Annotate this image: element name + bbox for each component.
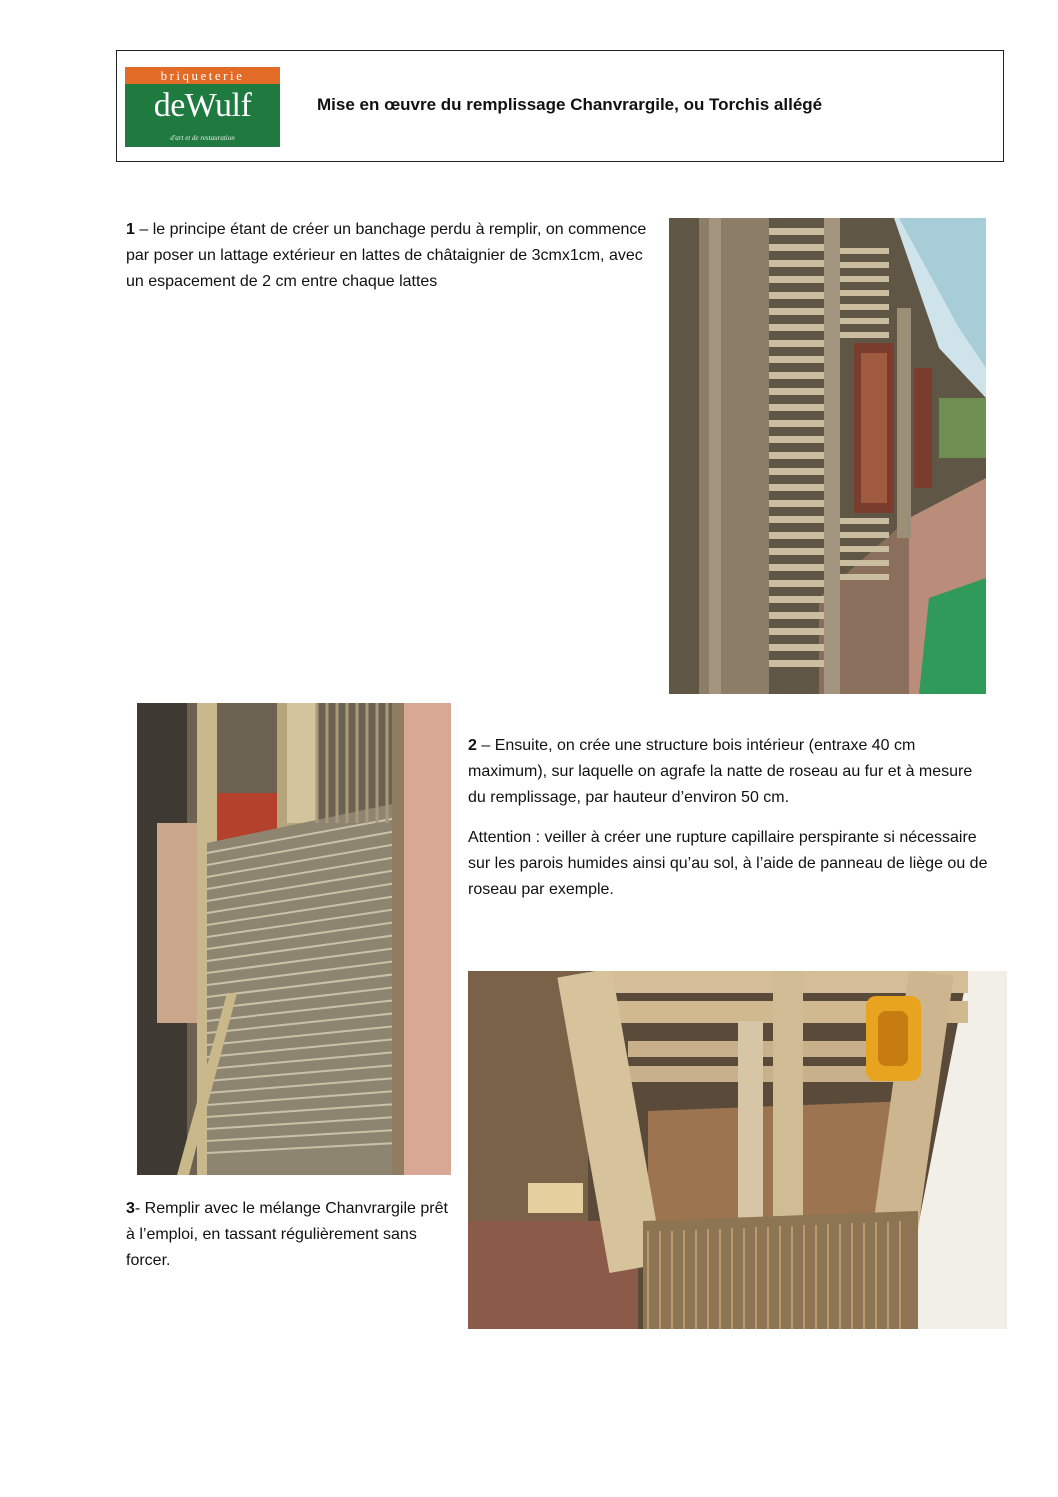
- step-2-note: Attention : veiller à créer une rupture capillaire perspirante si nécessaire sur les parois humides ainsi qu’au sol, à l’aide de panneau de liège ou de roseau par exemple.: [468, 829, 988, 898]
- step-3-text: - Remplir avec le mélange Chanvrargile prêt à l’emploi, en tassant régulièrement sans forcer.: [126, 1200, 448, 1269]
- photo-interior-reed-mat: [137, 703, 451, 1175]
- header-box: [116, 50, 1004, 162]
- step-2-text: – Ensuite, on crée une structure bois intérieur (entraxe 40 cm maximum), sur laquelle on agrafe la natte de roseau au fur et à mesure du remplissage, par hauteur d’environ 50 cm.: [468, 737, 973, 806]
- logo-top-text: briqueterie: [125, 67, 280, 84]
- step-1-number: 1: [126, 221, 135, 238]
- photo-hemp-clay-filling: [468, 971, 1007, 1329]
- photo-exterior-lattage: [669, 218, 986, 694]
- step-1-paragraph: [126, 217, 656, 295]
- document-title: Mise en œuvre du remplissage Chanvrargile, ou Torchis allégé: [317, 95, 823, 114]
- briqueterie-dewulf-logo: [125, 67, 280, 147]
- logo-main-text: deWulf: [153, 87, 252, 124]
- step-1-text: – le principe étant de créer un banchage perdu à remplir, on commence par poser un lattage extérieur en lattes de châtaignier de 3cmx1cm, avec un espacement de 2 cm entre chaque lattes: [126, 221, 647, 290]
- step-3-number: 3: [126, 1200, 135, 1217]
- step-2-paragraph: [468, 733, 988, 811]
- step-2-number: 2: [468, 737, 477, 754]
- logo-sub-text: d'art et de restauration: [170, 134, 235, 142]
- step-3-paragraph: [126, 1196, 456, 1274]
